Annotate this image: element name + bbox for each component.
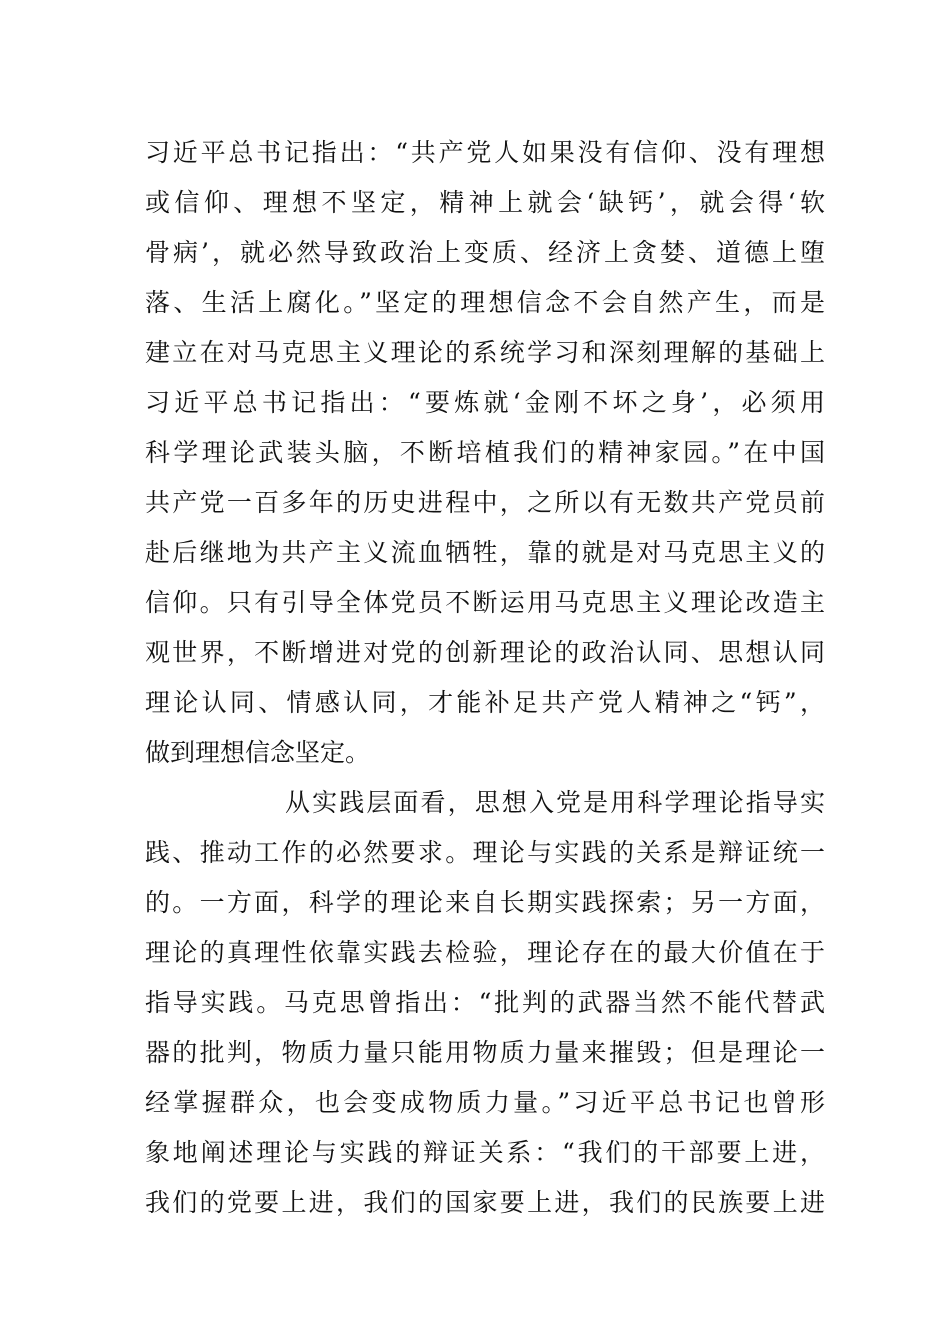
- text-line: 习近平总书记指出：“共产党人如果没有信仰、没有理想: [145, 138, 825, 167]
- text-line: 的。一方面，科学的理论来自长期实践探索；另一方面，: [145, 888, 825, 917]
- text-line: 理论认同、情感认同，才能补足共产党人精神之“钙”，: [145, 688, 825, 717]
- text-line: 信仰。只有引导全体党员不断运用马克思主义理论改造主: [145, 588, 825, 617]
- paragraph-2: [145, 778, 825, 1228]
- body-text: [145, 128, 825, 1228]
- text-line: 共产党一百多年的历史进程中，之所以有无数共产党员前: [145, 488, 825, 517]
- paragraph-1: [145, 128, 825, 778]
- text-line: 或信仰、理想不坚定，精神上就会‘缺钙’，就会得‘软: [145, 188, 825, 217]
- text-line: 践、推动工作的必然要求。理论与实践的关系是辩证统一: [145, 838, 825, 867]
- text-line: 做到理想信念坚定。: [145, 738, 371, 767]
- text-line: 器的批判，物质力量只能用物质力量来摧毁；但是理论一: [145, 1038, 825, 1067]
- text-line: 理论的真理性依靠实践去检验，理论存在的最大价值在于: [145, 938, 825, 967]
- text-line: 经掌握群众，也会变成物质力量。”习近平总书记也曾形: [145, 1088, 825, 1117]
- text-line: 落、生活上腐化。”坚定的理想信念不会自然产生，而是: [145, 288, 825, 317]
- text-line: 骨病’，就必然导致政治上变质、经济上贪婪、道德上堕: [145, 238, 825, 267]
- text-line: 从实践层面看，思想入党是用科学理论指导实: [285, 788, 825, 817]
- text-line: 指导实践。马克思曾指出：“批判的武器当然不能代替武: [145, 988, 825, 1017]
- text-line: 科学理论武装头脑，不断培植我们的精神家园。”在中国: [145, 438, 825, 467]
- text-line: 象地阐述理论与实践的辩证关系：“我们的干部要上进，: [145, 1138, 825, 1167]
- text-line: 建立在对马克思主义理论的系统学习和深刻理解的基础上: [145, 338, 825, 367]
- text-line: 我们的党要上进，我们的国家要上进，我们的民族要上进: [145, 1188, 825, 1217]
- text-line: 习近平总书记指出：“要炼就‘金刚不坏之身’，必须用: [145, 388, 825, 417]
- text-line: 观世界，不断增进对党的创新理论的政治认同、思想认同: [145, 638, 825, 667]
- text-line: 赴后继地为共产主义流血牺牲，靠的就是对马克思主义的: [145, 538, 825, 567]
